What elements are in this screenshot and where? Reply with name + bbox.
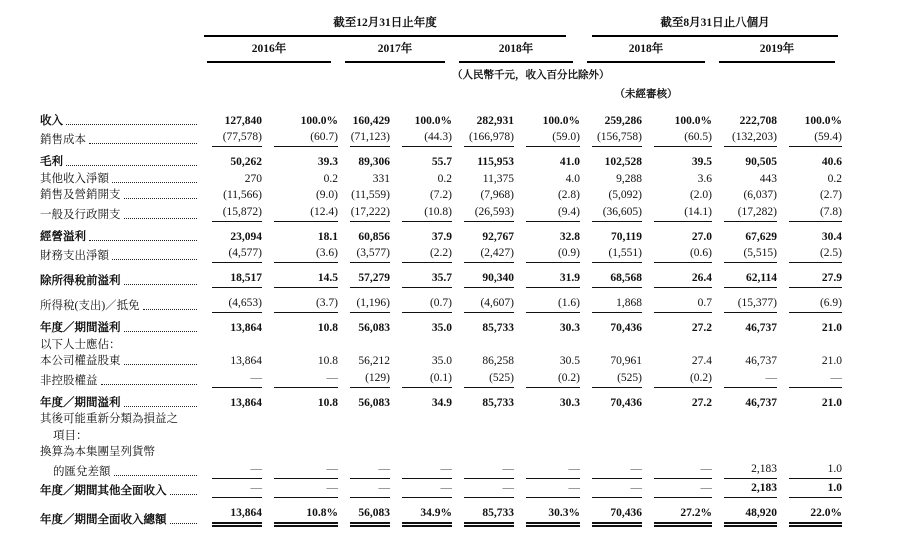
- cell-value: 27.2: [691, 322, 712, 334]
- cell-value: (129): [338, 368, 390, 388]
- row-label-text: 以下人士應佔：: [40, 338, 121, 351]
- cell-value: 35.0: [431, 355, 452, 367]
- cell-value: 10.8: [317, 396, 338, 409]
- cell-value: 222,708: [739, 114, 777, 127]
- cell-value: —: [200, 459, 262, 479]
- year-header-2017: 2017年: [338, 37, 452, 63]
- row-label-text: 財務支出淨額: [40, 250, 109, 262]
- cell-value: 30.3: [559, 322, 580, 334]
- cell-value: (1,551): [580, 244, 642, 264]
- cell-value: (26,593): [452, 202, 514, 222]
- row-label: [40, 443, 842, 460]
- table-row: [40, 335, 842, 352]
- table-row: [40, 410, 842, 427]
- cell-value: 60,856: [358, 230, 390, 243]
- dotted-leader: [66, 124, 197, 125]
- row-label: [40, 288, 200, 313]
- table-row: [40, 169, 842, 186]
- cell-value: 27.4: [691, 355, 712, 367]
- cell-value: 100.0%: [674, 114, 712, 127]
- dotted-leader: [89, 143, 197, 144]
- cell-value: 48,920: [712, 498, 777, 527]
- cell-value: (156,758): [580, 128, 642, 148]
- cell-value: (2.7): [819, 189, 842, 201]
- cell-value: (7,968): [480, 189, 514, 201]
- cell-value: 41.0: [559, 156, 580, 168]
- cell-value: (0.2): [642, 368, 712, 388]
- cell-value: —: [642, 459, 712, 479]
- cell-value: 46,737: [745, 355, 777, 367]
- cell-value: 100.0%: [804, 114, 842, 127]
- row-label: [40, 147, 200, 169]
- cell-value: 39.5: [691, 156, 712, 168]
- cell-value: —: [390, 479, 452, 499]
- cell-value: 10.8%: [262, 498, 338, 527]
- row-label: [40, 244, 200, 264]
- cell-value: 62,114: [712, 263, 777, 288]
- year-header-2018: 2018年: [452, 37, 580, 63]
- dotted-leader: [170, 523, 198, 524]
- row-label: [40, 388, 200, 410]
- cell-value: (7.2): [429, 189, 452, 201]
- cell-value: 13,864: [200, 498, 262, 527]
- dotted-leader: [112, 259, 197, 260]
- row-label: [40, 202, 200, 222]
- cell-value: 11,375: [482, 172, 514, 185]
- row-label: [40, 459, 200, 479]
- cell-value: 50,262: [230, 156, 262, 168]
- table-row: [40, 426, 842, 443]
- row-label: [40, 352, 200, 369]
- cell-value: 26.4: [642, 263, 712, 288]
- cell-value: 115,953: [477, 156, 514, 168]
- cell-value: (1,196): [338, 288, 390, 313]
- cell-value: 70,436: [610, 396, 642, 409]
- row-label-text: 毛利: [40, 156, 63, 168]
- cell-value: 270: [244, 172, 262, 185]
- cell-value: —: [262, 368, 338, 388]
- cell-value: (9.4): [514, 202, 580, 222]
- row-label-text: 收入: [40, 114, 63, 127]
- cell-value: 100.0%: [542, 114, 580, 127]
- cell-value: 30.3: [559, 396, 580, 409]
- currency-note-row: [40, 63, 842, 83]
- cell-value: 35.0: [431, 322, 452, 334]
- cell-value: 40.6: [821, 156, 842, 168]
- dotted-leader: [124, 331, 198, 332]
- row-label: [40, 186, 200, 203]
- cell-value: (1.6): [514, 288, 580, 313]
- cell-value: 34.9%: [390, 498, 452, 527]
- cell-value: 89,306: [358, 156, 390, 168]
- cell-value: (36,605): [580, 202, 642, 222]
- row-label-text: 銷售及營銷開支: [40, 189, 121, 201]
- cell-value: (71,123): [338, 128, 390, 148]
- row-label: [40, 222, 200, 244]
- cell-value: 3.6: [697, 172, 712, 185]
- row-label: [40, 368, 200, 388]
- cell-value: 70,961: [610, 355, 642, 367]
- cell-value: 90,340: [452, 263, 514, 288]
- cell-value: 13,864: [230, 322, 262, 334]
- cell-value: 68,568: [580, 263, 642, 288]
- cell-value: (10.8): [390, 202, 452, 222]
- cell-value: (525): [580, 368, 642, 388]
- period-group-interim-label: 截至8月31日止八個月: [592, 16, 838, 37]
- dotted-leader: [170, 494, 198, 495]
- cell-value: 56,212: [358, 355, 390, 367]
- cell-value: —: [514, 479, 580, 499]
- currency-note: （人民幣千元，收入百分比除外）: [452, 70, 610, 81]
- cell-value: 56,083: [358, 396, 390, 409]
- cell-value: 57,279: [338, 263, 390, 288]
- cell-value: (2.5): [777, 244, 842, 264]
- row-label: [40, 263, 200, 288]
- cell-value: —: [712, 368, 777, 388]
- cell-value: (60.7): [262, 128, 338, 148]
- cell-value: (6,037): [743, 189, 777, 201]
- dotted-leader: [124, 218, 198, 219]
- year-header-2016: 2016年: [200, 37, 338, 63]
- cell-value: 56,083: [358, 322, 390, 334]
- cell-value: 127,840: [224, 114, 262, 127]
- cell-value: 27.2%: [642, 498, 712, 527]
- cell-value: —: [777, 368, 842, 388]
- period-group-row: [40, 16, 842, 37]
- cell-value: 21.0: [821, 396, 842, 409]
- cell-value: 70,436: [610, 322, 642, 334]
- unaudited-note-row: [40, 83, 842, 111]
- cell-value: 21.0: [821, 322, 842, 334]
- cell-value: 31.9: [514, 263, 580, 288]
- table-row: [40, 313, 842, 335]
- cell-value: (132,203): [712, 128, 777, 148]
- cell-value: 18,517: [200, 263, 262, 288]
- row-label-text: 所得稅(支出)／抵免: [40, 300, 140, 312]
- cell-value: (0.7): [390, 288, 452, 313]
- table-row: [40, 222, 842, 244]
- cell-value: (0.6): [642, 244, 712, 264]
- dotted-leader: [112, 182, 197, 183]
- period-group-interim: [580, 16, 842, 37]
- cell-value: 56,083: [338, 498, 390, 527]
- cell-value: 0.2: [437, 172, 452, 185]
- row-label-text: 其他收入淨額: [40, 172, 109, 185]
- cell-value: 0.2: [323, 172, 338, 185]
- cell-value: (59.0): [514, 128, 580, 148]
- table-row: [40, 479, 842, 499]
- cell-value: 9,288: [616, 172, 642, 185]
- cell-value: (0.2): [514, 368, 580, 388]
- row-label: [40, 479, 200, 499]
- row-label-text: 其後可能重新分類為損益之: [40, 413, 178, 425]
- dotted-leader: [124, 406, 198, 407]
- table-row: [40, 244, 842, 264]
- cell-value: (11,566): [223, 189, 262, 201]
- cell-value: (17,282): [712, 202, 777, 222]
- cell-value: —: [580, 479, 642, 499]
- cell-value: 27.2: [691, 396, 712, 409]
- row-label-text: 年度／期間溢利: [40, 396, 121, 409]
- cell-value: (4,607): [452, 288, 514, 313]
- row-label-text: 年度／期間其他全面收入: [40, 485, 167, 497]
- cell-value: (5,092): [608, 189, 642, 201]
- year-header-2018-interim: 2018年: [580, 37, 712, 63]
- row-label-text: 除所得稅前溢利: [40, 275, 121, 287]
- dotted-leader: [124, 198, 198, 199]
- cell-value: (60.5): [642, 128, 712, 148]
- cell-value: 2,183: [712, 479, 777, 499]
- cell-value: —: [390, 459, 452, 479]
- cell-value: (3.6): [262, 244, 338, 264]
- cell-value: 85,733: [452, 498, 514, 527]
- table-row: [40, 498, 842, 527]
- row-label-text: 項目：: [53, 429, 88, 442]
- cell-value: 22.0%: [777, 498, 842, 527]
- row-label-text: 非控股權益: [40, 374, 98, 387]
- row-label-text: 年度／期間溢利: [40, 322, 121, 334]
- cell-value: 102,528: [604, 156, 642, 168]
- cell-value: —: [580, 459, 642, 479]
- table-row: [40, 147, 842, 169]
- cell-value: 46,737: [745, 396, 777, 409]
- cell-value: (2.2): [390, 244, 452, 264]
- row-label: [40, 313, 200, 335]
- cell-value: 100.0%: [414, 114, 452, 127]
- cell-value: 100.0%: [300, 114, 338, 127]
- unaudited-note: （未經審核）: [614, 89, 678, 100]
- row-label-text: 換算為本集團呈列貨幣: [40, 446, 155, 458]
- cell-value: 70,436: [580, 498, 642, 527]
- table-row: [40, 388, 842, 410]
- cell-value: 35.7: [390, 263, 452, 288]
- cell-value: (166,978): [452, 128, 514, 148]
- cell-value: (2.8): [557, 189, 580, 201]
- dotted-leader: [143, 309, 197, 310]
- cell-value: (4,577): [200, 244, 262, 264]
- label-column-header: [40, 16, 200, 37]
- cell-value: (15,872): [200, 202, 262, 222]
- cell-value: 34.9: [431, 396, 452, 409]
- row-label: [40, 128, 200, 148]
- cell-value: (5,515): [712, 244, 777, 264]
- cell-value: 85,733: [482, 322, 514, 334]
- cell-value: 55.7: [431, 156, 452, 168]
- row-label-text: 一般及行政開支: [40, 208, 121, 221]
- cell-value: 23,094: [230, 230, 262, 243]
- cell-value: (3,577): [338, 244, 390, 264]
- cell-value: —: [514, 459, 580, 479]
- cell-value: 37.9: [431, 230, 452, 243]
- cell-value: 4.0: [565, 172, 580, 185]
- cell-value: (6.9): [777, 288, 842, 313]
- cell-value: —: [642, 479, 712, 499]
- period-group-annual: [200, 16, 580, 37]
- cell-value: 21.0: [821, 355, 842, 367]
- cell-value: 0.2: [827, 172, 842, 185]
- cell-value: (59.4): [777, 128, 842, 148]
- cell-value: (17,222): [338, 202, 390, 222]
- cell-value: (0.9): [514, 244, 580, 264]
- cell-value: 1.0: [777, 459, 842, 479]
- dotted-leader: [66, 165, 197, 166]
- row-label-text: 本公司權益股東: [40, 355, 121, 367]
- cell-value: 67,629: [745, 230, 777, 243]
- row-label: [40, 111, 200, 128]
- cell-value: 259,286: [604, 114, 642, 127]
- cell-value: (525): [452, 368, 514, 388]
- row-label-text: 年度／期間全面收入總額: [40, 514, 167, 526]
- cell-value: 10.8: [317, 322, 338, 334]
- dotted-leader: [89, 240, 197, 241]
- cell-value: (4,653): [200, 288, 262, 313]
- cell-value: (44.3): [390, 128, 452, 148]
- cell-value: 14.5: [262, 263, 338, 288]
- cell-value: 18.1: [317, 230, 338, 243]
- cell-value: 282,931: [476, 114, 514, 127]
- cell-value: (9.0): [315, 189, 338, 201]
- cell-value: 46,737: [745, 322, 777, 334]
- cell-value: (14.1): [642, 202, 712, 222]
- row-label-text: 經營溢利: [40, 230, 86, 243]
- row-label: [40, 335, 842, 352]
- cell-value: 30.5: [559, 355, 580, 367]
- cell-value: —: [262, 459, 338, 479]
- cell-value: 30.3%: [514, 498, 580, 527]
- cell-value: (2.0): [689, 189, 712, 201]
- cell-value: —: [200, 479, 262, 499]
- financial-table: [40, 16, 842, 527]
- table-row: [40, 443, 842, 460]
- row-label: [40, 426, 842, 443]
- row-label-text: 的匯兌差額: [53, 465, 111, 478]
- dotted-leader: [124, 284, 198, 285]
- cell-value: 85,733: [482, 396, 514, 409]
- row-label: [40, 410, 842, 427]
- cell-value: 2,183: [712, 459, 777, 479]
- table-row: [40, 186, 842, 203]
- cell-value: 13,864: [230, 396, 262, 409]
- table-row: [40, 459, 842, 479]
- cell-value: 27.9: [777, 263, 842, 288]
- cell-value: 0.7: [642, 288, 712, 313]
- cell-value: 331: [372, 172, 390, 185]
- year-header-2019: 2019年: [712, 37, 842, 63]
- cell-value: 1.0: [777, 479, 842, 499]
- cell-value: —: [262, 479, 338, 499]
- table-row: [40, 111, 842, 128]
- cell-value: —: [338, 479, 390, 499]
- table-row: [40, 368, 842, 388]
- dotted-leader: [101, 384, 198, 385]
- cell-value: (2,427): [452, 244, 514, 264]
- table-row: [40, 352, 842, 369]
- row-label: [40, 498, 200, 527]
- cell-value: 70,119: [611, 230, 642, 243]
- cell-value: —: [338, 459, 390, 479]
- cell-value: (0.1): [390, 368, 452, 388]
- cell-value: (3.7): [262, 288, 338, 313]
- cell-value: —: [452, 479, 514, 499]
- cell-value: —: [452, 459, 514, 479]
- cell-value: 30.4: [821, 230, 842, 243]
- cell-value: (11,559): [351, 189, 390, 201]
- cell-value: 32.8: [559, 230, 580, 243]
- cell-value: 86,258: [482, 355, 514, 367]
- financial-table-body: [40, 111, 842, 527]
- table-row: [40, 288, 842, 313]
- dotted-leader: [124, 364, 198, 365]
- row-label: [40, 169, 200, 186]
- cell-value: 443: [759, 172, 777, 185]
- cell-value: 90,505: [745, 156, 777, 168]
- cell-value: —: [200, 368, 262, 388]
- cell-value: (77,578): [200, 128, 262, 148]
- cell-value: 92,767: [482, 230, 514, 243]
- table-row: [40, 263, 842, 288]
- cell-value: (7.8): [777, 202, 842, 222]
- table-row: [40, 202, 842, 222]
- row-label-text: 銷售成本: [40, 134, 86, 146]
- dotted-leader: [114, 475, 198, 476]
- cell-value: 39.3: [317, 156, 338, 168]
- cell-value: (15,377): [712, 288, 777, 313]
- cell-value: 27.0: [691, 230, 712, 243]
- cell-value: 1,868: [580, 288, 642, 313]
- cell-value: 160,429: [352, 114, 390, 127]
- cell-value: 10.8: [317, 355, 338, 367]
- table-row: [40, 128, 842, 148]
- year-header-row: [40, 37, 842, 63]
- cell-value: 13,864: [230, 355, 262, 367]
- period-group-annual-label: 截至12月31日止年度: [204, 16, 566, 37]
- cell-value: (12.4): [262, 202, 338, 222]
